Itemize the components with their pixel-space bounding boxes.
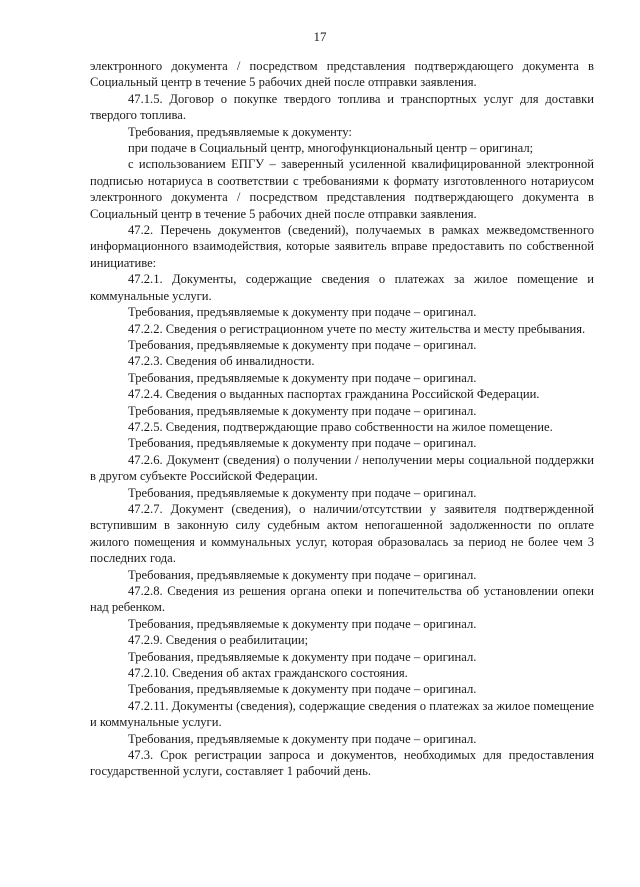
paragraph: Требования, предъявляемые к документу при подаче – оригинал.: [128, 305, 477, 320]
paragraph: 47.2.3. Сведения об инвалидности.: [128, 354, 315, 369]
paragraph: 47.2.7. Документ (сведения), о наличии/отсутствии у заявителя подтвержденной вступившим в законную силу судебным актом непогашенной задолженности по оплате жилого помещения и коммунальных услуг, которая образовалась за период не более чем 3 последних года.: [90, 501, 594, 566]
paragraph: 47.3. Срок регистрации запроса и документов, необходимых для предоставления государственной услуги, составляет 1 рабочий день.: [90, 748, 594, 779]
paragraph: при подаче в Социальный центр, многофункциональный центр – оригинал;: [128, 141, 534, 156]
paragraph: 47.2.2. Сведения о регистрационном учете по месту жительства и месту пребывания.: [128, 321, 586, 336]
paragraph: 47.2.1. Документы, содержащие сведения о платежах за жилое помещение и коммунальные услуги.: [90, 272, 594, 303]
paragraph: электронного документа / посредством представления подтверждающего документа в Социальный центр в течение 5 рабочих дней после отправки заявления.: [90, 59, 594, 90]
paragraph: Требования, предъявляемые к документу:: [128, 124, 352, 139]
paragraph: Требования, предъявляемые к документу при подаче – оригинал.: [128, 436, 477, 451]
paragraph: Требования, предъявляемые к документу при подаче – оригинал.: [128, 649, 477, 664]
paragraph: 47.2.10. Сведения об актах гражданского состояния.: [128, 666, 408, 681]
paragraph: 47.1.5. Договор о покупке твердого топлива и транспортных услуг для доставки твердого топлива.: [90, 91, 594, 123]
paragraph: 47.2.4. Сведения о выданных паспортах гражданина Российской Федерации.: [128, 387, 540, 402]
paragraph: Требования, предъявляемые к документу при подаче – оригинал.: [128, 337, 477, 352]
paragraph: Требования, предъявляемые к документу при подаче – оригинал.: [128, 403, 477, 418]
paragraph: 47.2.5. Сведения, подтверждающие право собственности на жилое помещение.: [128, 419, 553, 434]
document-body: [90, 58, 594, 780]
paragraph: с использованием ЕПГУ – заверенный усиленной квалифицированной электронной подписью нотариуса в соответствии с требованиями к формату изготовленного нотариусом электронного документа / посредством представления подтверждающего документа в Социальный центр в течение 5 рабочих дней после отправки заявления.: [90, 157, 594, 221]
paragraph: Требования, предъявляемые к документу при подаче – оригинал.: [128, 485, 477, 500]
paragraph: 47.2.11. Документы (сведения), содержащие сведения о платежах за жилое помещение и коммунальные услуги.: [90, 698, 594, 730]
paragraph: 47.2. Перечень документов (сведений), получаемых в рамках межведомственного информационного взаимодействия, которые заявитель вправе предоставить по собственной инициативе:: [90, 223, 594, 270]
paragraph: Требования, предъявляемые к документу при подаче – оригинал.: [128, 616, 477, 631]
paragraph: Требования, предъявляемые к документу при подаче – оригинал.: [128, 370, 477, 385]
paragraph: 47.2.6. Документ (сведения) о получении / неполучении меры социальной поддержки в другом субъекте Российской Федерации.: [90, 452, 594, 484]
paragraph: Требования, предъявляемые к документу при подаче – оригинал.: [128, 567, 477, 582]
paragraph: 47.2.9. Сведения о реабилитации;: [128, 633, 309, 648]
paragraph: 47.2.8. Сведения из решения органа опеки и попечительства об установлении опеки над ребенком.: [90, 584, 594, 615]
paragraph: Требования, предъявляемые к документу при подаче – оригинал.: [128, 682, 477, 697]
paragraph: Требования, предъявляемые к документу при подаче – оригинал.: [128, 731, 477, 746]
page-number: 17: [313, 29, 327, 44]
